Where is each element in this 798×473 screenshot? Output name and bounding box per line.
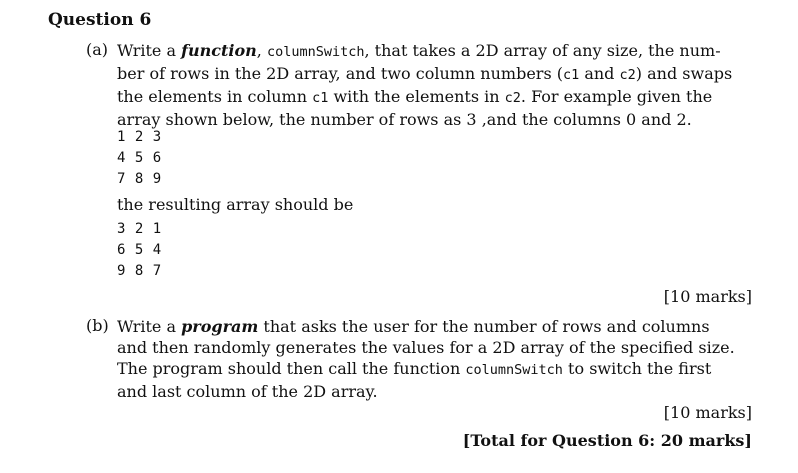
part-a-line-4: array shown below, the number of rows as 3 ,and the columns 0 and 2. [117, 110, 692, 129]
text-fragment: with the elements in [328, 87, 505, 106]
part-b-label: (b) [86, 316, 109, 335]
part-a-description [117, 40, 733, 130]
code-columnswitch: columnSwitch [266, 44, 365, 60]
function-emphasis: function [181, 41, 257, 60]
text-fragment: that asks the user for the number of rows and columns [258, 317, 710, 336]
total-marks: [Total for Question 6: 20 marks] [462, 431, 752, 450]
array-row: 3 2 1 [117, 221, 162, 237]
array-row: 4 5 6 [117, 150, 162, 166]
text-fragment: The program should then call the function [117, 359, 466, 378]
text-fragment: Write a [117, 317, 182, 336]
text-fragment: the elements in column [117, 87, 313, 106]
part-b-line-3 [117, 358, 712, 381]
code-c2: c2 [504, 90, 521, 106]
array-row: 7 8 9 [117, 171, 162, 187]
array-row: 6 5 4 [117, 242, 162, 258]
question-title: Question 6 [48, 10, 152, 30]
text-fragment: . For example given the [520, 87, 713, 106]
text-fragment: , [256, 41, 267, 60]
text-fragment: Write a [117, 41, 182, 60]
code-columnswitch: columnSwitch [465, 362, 563, 378]
part-b-line-1 [117, 316, 710, 337]
part-a-line-1 [117, 40, 721, 63]
part-a-label: (a) [86, 40, 109, 59]
code-c1: c1 [562, 67, 580, 83]
original-array [117, 127, 162, 190]
part-b-line-2: and then randomly generates the values for a 2D array of the specified size. [117, 338, 735, 357]
text-fragment: ber of rows in the 2D array, and two column numbers ( [117, 64, 563, 83]
code-c1: c1 [312, 90, 329, 106]
program-emphasis: program [181, 317, 259, 336]
text-fragment: ) and swaps [635, 64, 733, 83]
result-array [117, 219, 162, 282]
text-fragment: to switch the first [562, 359, 712, 378]
part-b-marks: [10 marks] [663, 403, 752, 422]
result-text: the resulting array should be [117, 195, 354, 214]
part-a-line-3 [117, 86, 713, 109]
text-fragment: and [579, 64, 620, 83]
array-row: 1 2 3 [117, 129, 162, 145]
part-b-line-4: and last column of the 2D array. [117, 382, 378, 401]
part-b-description [117, 316, 735, 402]
code-c2: c2 [619, 67, 636, 83]
result-caption [117, 194, 697, 215]
part-a-marks: [10 marks] [663, 287, 752, 306]
array-row: 9 8 7 [117, 263, 162, 279]
part-a-line-2 [117, 63, 733, 86]
text-fragment: , that takes a 2D array of any size, the num- [364, 41, 721, 60]
